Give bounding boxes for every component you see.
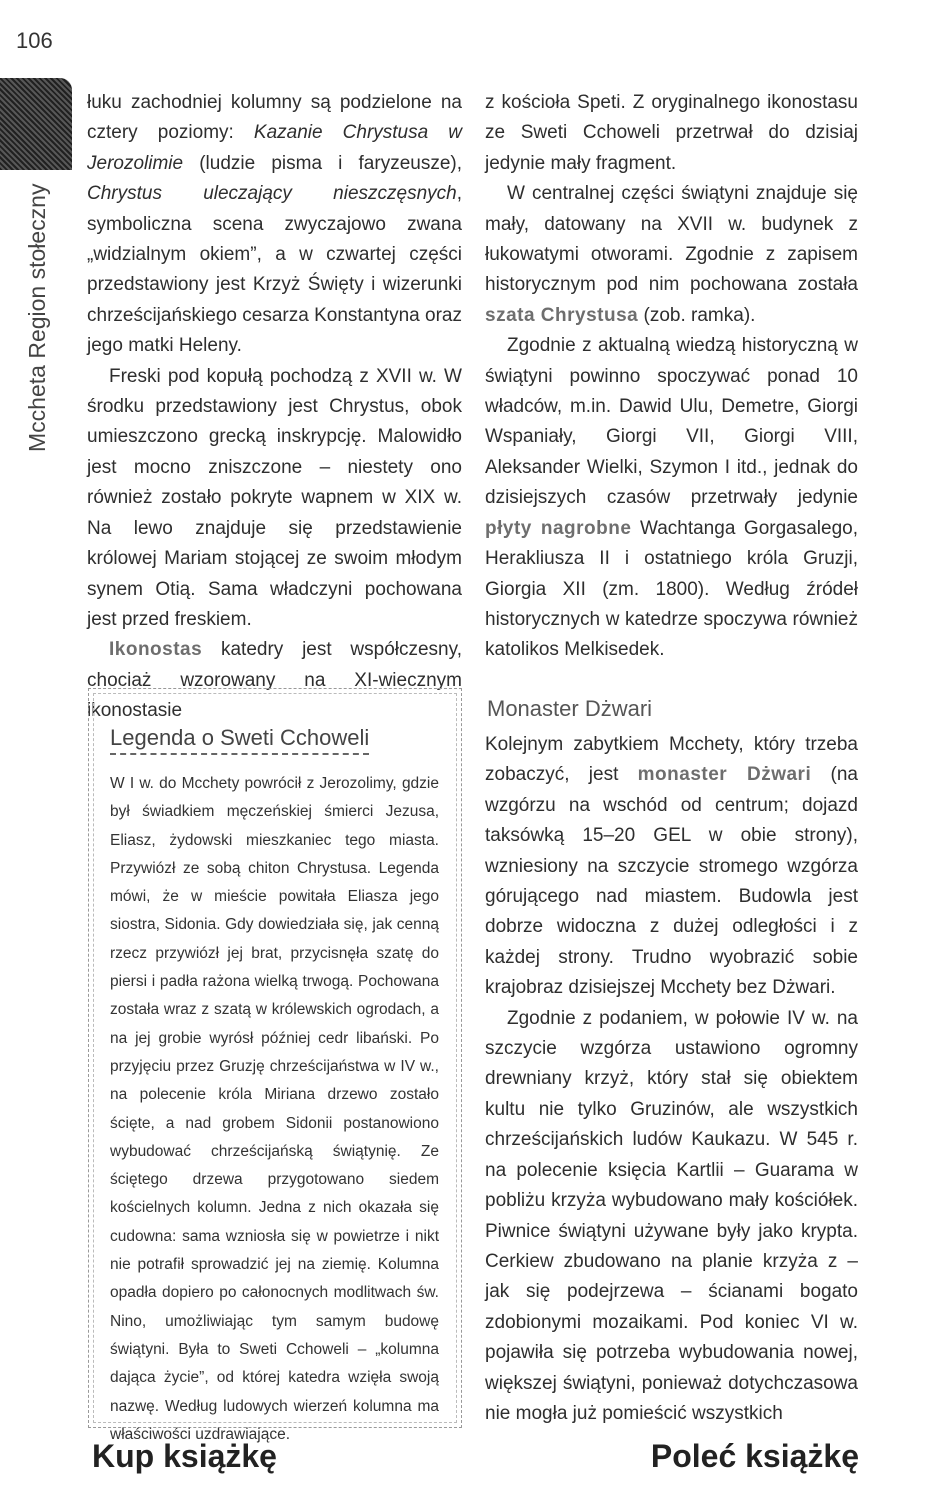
text-run: Wachtanga Gorgasalego, Herakliusza II i ostatniego króla Gruzji, Giorgia XII (zm. 1800). Według źródeł historycznych w katedrze spoczywa również katolikos Melkisedek. <box>485 517 858 661</box>
text-run: Zgodnie z aktualną wiedzą historyczną w świątyni powinno spoczywać ponad 10 władców, m.in. Dawid Ulu, Demetre, Giorgi Wspaniały, Giorgi VII, Giorgi VIII, Aleksander Wielki, Szymon I itd., jednak do dzisiejszych czasów przetrwały jedynie <box>485 335 858 509</box>
running-header <box>24 184 51 452</box>
text-run: (zob. ramka). <box>638 304 756 326</box>
text-run: (na wzgórzu na wschód od centrum; dojazd taksówką 15–20 GEL w obie strony), wzniesiony na szczycie stromego wzgórza górującego nad miastem. Budowla jest dobrze widoczna z dużej odległości i z każdej strony. Trudno wyobrazić sobie krajobraz dzisiejszej Mcchety bez Dżwari. <box>485 764 858 999</box>
paragraph <box>87 88 462 362</box>
right-column <box>485 88 858 666</box>
section-label: Mccheta <box>24 365 50 452</box>
keyword: Ikonostas <box>109 639 203 661</box>
sidebar-box-text <box>110 770 439 1449</box>
left-column <box>87 88 462 727</box>
keyword: szata Chrystusa <box>485 304 639 326</box>
text-run: katedry jest współczesny, chociaż wzorowany na XI-wiecznym ikonostasie <box>87 639 462 722</box>
keyword: płyty nagrobne <box>485 517 632 539</box>
paragraph: W I w. do Mcchety powrócił z Jerozolimy, gdzie był świadkiem męczeńskiej śmierci Jezusa, Eliasz, żydowski mieszkaniec tego miasta. Przywiózł ze sobą chiton Chrystusa. Legenda mówi, że w mieście powitała Eliasza jego siostra, Sidonia. Gdy dowiedziała się, jak cenną rzecz przywiózł jej brat, przycisnęła szatę do piersi i padła rażona wielką trwogą. Pochowana została wraz z szatą w królewskich ogrodach, a na jej grobie wyrósł później cedr libański. Po przyjęciu przez Gruzję chrześcijaństwa w IV w., na polecenie króla Miriana drzewo zostało ścięte, a nad grobem Sidonii postanowiono wybudować chrześcijańską świątynię. Ze ściętego drzewa przygotowano siedem kościelnych kolumn. Jedna z nich okazała się cudowna: sama wzniosła się w powietrze i nikt nie potrafił sprowadzić jej na ziemię. Kolumna opadła dopiero po całonocnych modlitwach św. Nino, umożliwiając tym samym budowę świątyni. Była to Sweti Cchoweli – „kolumna dająca życie”, od której katedra wzięła swoją nazwę. Według ludowych wierzeń kolumna ma właściwości uzdrawiające. <box>110 775 439 1443</box>
recommend-book-link[interactable]: Poleć książkę <box>650 1438 859 1474</box>
region-label: Region stołeczny <box>24 183 50 359</box>
buy-book-link[interactable]: Kup książkę <box>92 1438 277 1474</box>
text-run: (ludzie pisma i faryzeusze), <box>183 152 462 174</box>
page-number: 106 <box>16 28 53 53</box>
paragraph <box>485 331 858 665</box>
text-run: Kolejnym zabytkiem Mcchety, który trzeba zobaczyć, jest <box>485 734 858 786</box>
text-run: W centralnej części świątyni znajduje się mały, datowany na XVII w. budynek z łukowatymi otworami. Zgodnie z zapisem historycznym pod nim pochowana została <box>485 183 858 296</box>
paragraph: Freski pod kopułą pochodzą z XVII w. W środku przedstawiony jest Chrystus, obok umieszczono grecką inskrypcję. Malowidło jest mocno zniszczone – niestety ono również zostało pokryte wapnem w XIX w. Na lewo znajduje się przedstawienie królowej Mariam stojącej ze swoim młodym synem Otią. Sama władczyni pochowana jest przed freskiem. <box>87 365 462 630</box>
section-body <box>485 730 858 1429</box>
decorative-pattern <box>0 78 72 170</box>
sidebar-box-title: Legenda o Sweti Cchoweli <box>110 725 369 755</box>
paragraph: z kościoła Speti. Z oryginalnego ikonostasu ze Sweti Cchoweli przetrwał do dzisiaj jedynie mały fragment. <box>485 92 858 174</box>
italic-title: Kazanie Chrystusa w Jerozolimie <box>87 122 463 174</box>
text-run: , symboliczna scena zwyczajowo zwana „widzialnym okiem”, a w czwartej części przedstawiony jest Krzyż Święty i wizerunki chrześcijańskiego cesarza Konstantyna oraz jego matki Heleny. <box>87 183 462 357</box>
keyword: monaster Dżwari <box>637 764 812 786</box>
paragraph: Zgodnie z podaniem, w połowie IV w. na szczycie wzgórza ustawiono ogromny drewniany krzyż, który stał się obiektem kultu nie tylko Gruzinów, ale wszystkich chrześcijańskich ludów Kaukazu. W 545 r. na polecenie księcia Kartlii – Guarama w pobliżu krzyża wybudowano mały kościółek. Piwnice świątyni używane były jako krypta. Cerkiew zbudowano na planie krzyża z – jak się podejrzewa – ścianami bogato zdobionymi mozaikami. Pod koniec VI w. pojawiła się potrzeba wybudowania nowej, większej świątyni, ponieważ dotychczasowa nie mogła już pomieścić wszystkich <box>485 1007 858 1424</box>
paragraph <box>485 730 858 1004</box>
italic-title: Chrystus uleczający nieszczęsnych <box>87 183 457 205</box>
paragraph <box>485 179 858 331</box>
section-heading: Monaster Dżwari <box>487 696 653 721</box>
text-run: łuku zachodniej kolumny są podzielone na cztery poziomy: <box>87 92 462 144</box>
